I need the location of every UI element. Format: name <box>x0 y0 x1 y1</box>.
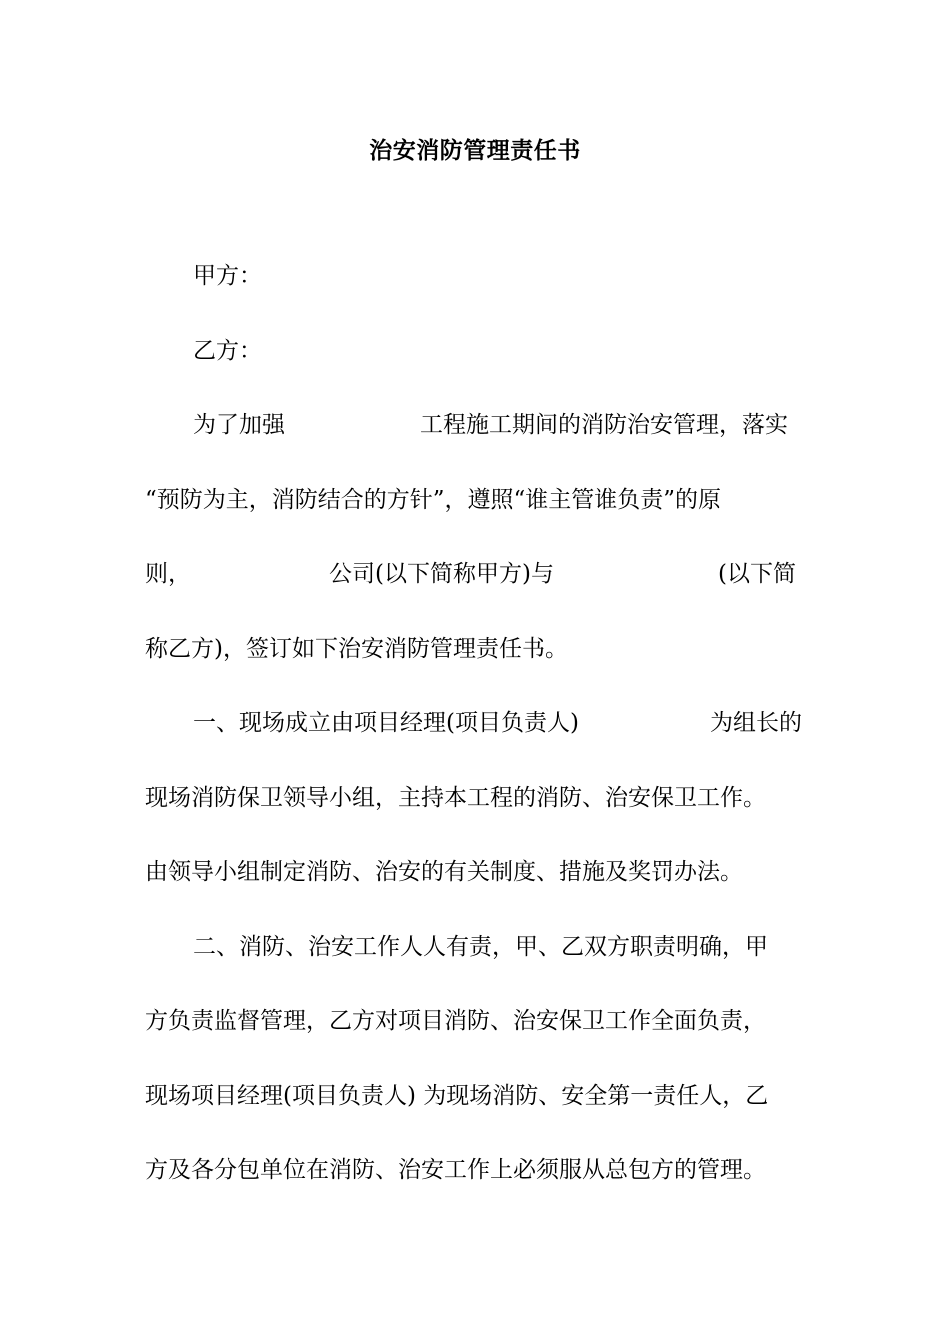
intro-text: 则， <box>145 561 191 587</box>
party-a-line <box>145 256 805 296</box>
clause-2-line-2 <box>145 1001 805 1041</box>
intro-text: 工程施工期间的消防治安管理，落实 <box>420 412 788 438</box>
clause-1-line-1 <box>145 703 805 743</box>
clause-1-line-3 <box>145 852 805 892</box>
intro-text: (以下简 <box>718 561 796 587</box>
party-b-line <box>145 331 805 371</box>
clause-1-line-2 <box>145 778 805 818</box>
intro-line-1 <box>145 405 805 445</box>
clause-1-text: 现场消防保卫领导小组，主持本工程的消防、治安保卫工作。 <box>145 785 766 811</box>
clause-2-text: 二、消防、治安工作人人有责，甲、乙双方职责明确，甲 <box>193 934 768 960</box>
clause-1-text: 由领导小组制定消防、治安的有关制度、措施及奖罚办法。 <box>145 859 743 885</box>
document-title: 治安消防管理责任书 <box>369 137 581 164</box>
clause-1-text: 一、现场成立由项目经理(项目负责人) <box>193 710 579 736</box>
intro-text: “预防为主，消防结合的方针”，遵照“谁主管谁负责”的原 <box>145 487 722 513</box>
intro-line-4 <box>145 629 805 669</box>
party-b-label: 乙方： <box>193 338 262 364</box>
intro-line-3 <box>145 554 805 594</box>
clause-2-line-1 <box>145 927 805 967</box>
clause-1-text: 为组长的 <box>710 710 802 736</box>
clause-2-text: 方负责监督管理，乙方对项目消防、治安保卫工作全面负责， <box>145 1008 766 1034</box>
intro-text: 为了加强 <box>193 412 285 438</box>
clause-2-text: 现场项目经理(项目负责人) 为现场消防、安全第一责任人，乙 <box>145 1083 769 1109</box>
intro-line-2 <box>145 480 805 520</box>
clause-2-line-3 <box>145 1076 805 1116</box>
clause-2-text: 方及各分包单位在消防、治安工作上必须服从总包方的管理。 <box>145 1157 766 1183</box>
intro-text: 公司(以下简称甲方)与 <box>329 561 554 587</box>
party-a-label: 甲方： <box>193 263 262 289</box>
intro-text: 称乙方)，签订如下治安消防管理责任书。 <box>145 636 568 662</box>
clause-2-line-4 <box>145 1150 805 1190</box>
